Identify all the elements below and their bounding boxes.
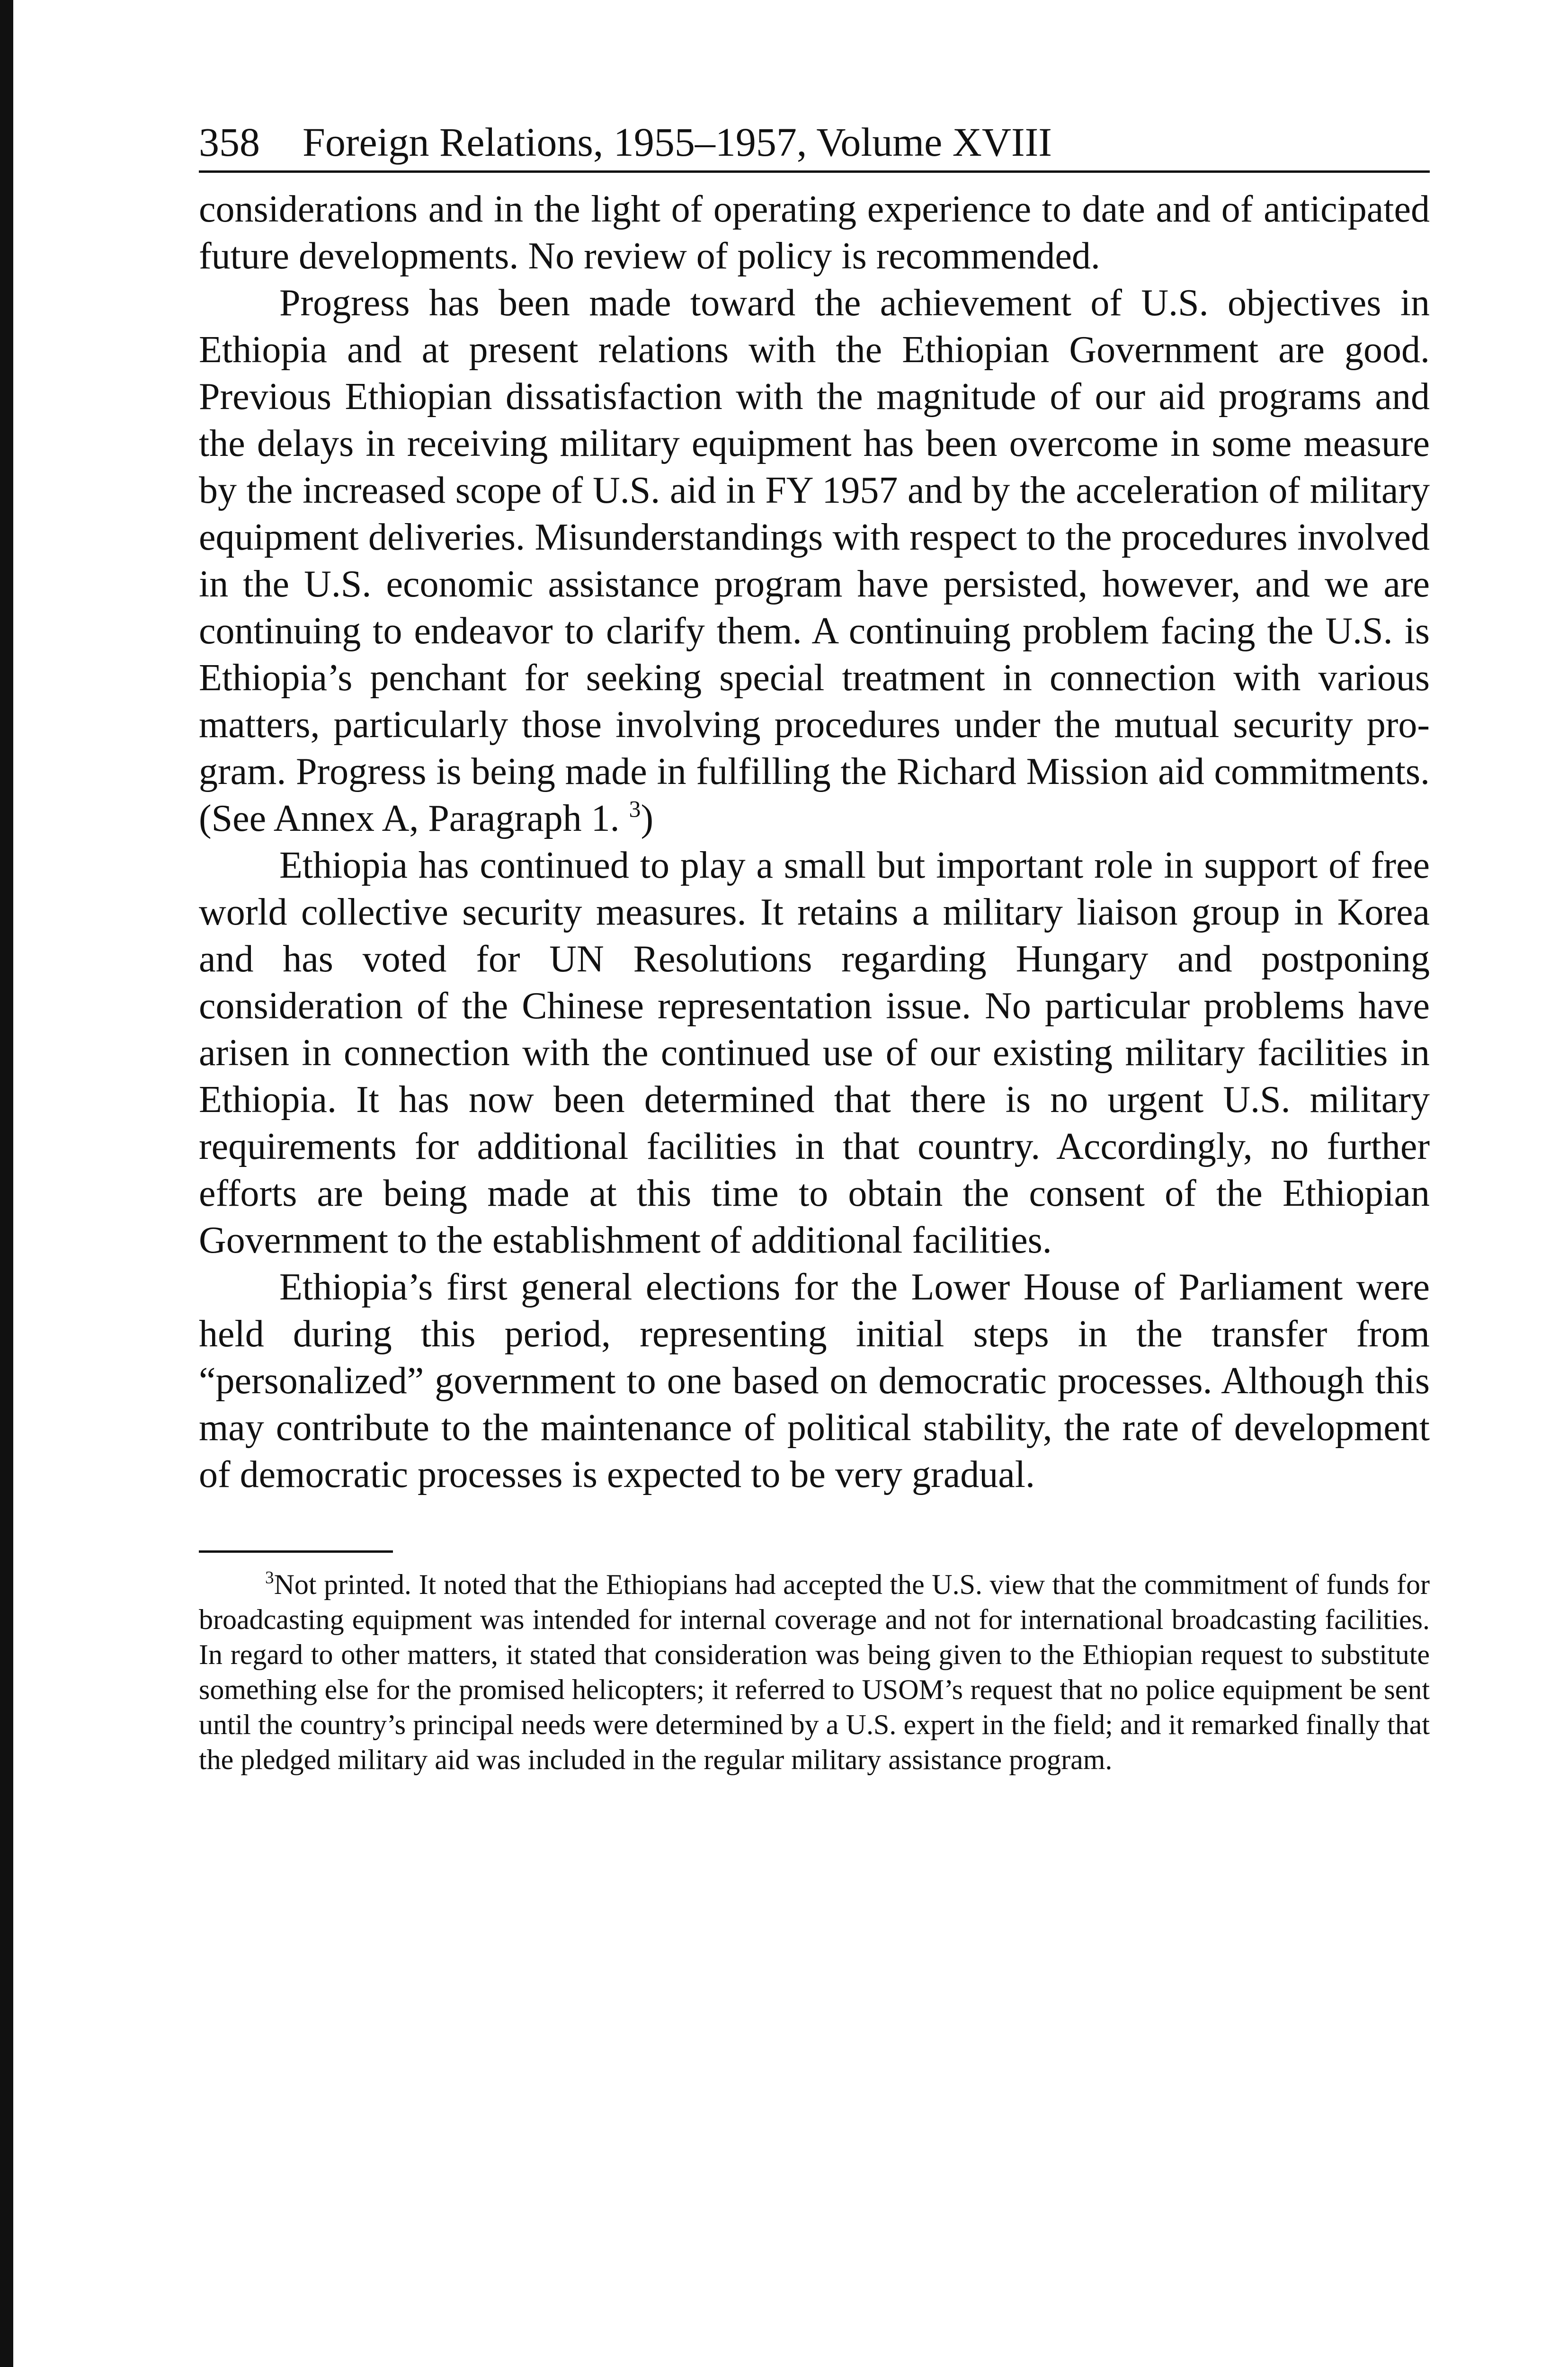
paragraph-collective-security: Ethiopia has continued to play a small but important role in support of free world collective security measures. It retains a military liaison group in Korea and has voted for UN Resolutions regarding Hungary and postponing consideration of the Chinese representation issue. No particular problems have arisen in connection with the continued use of our existing military facilities in Ethiopia. It has now been determined that there is no urgent U.S. military requirements for additional facilities in that country. Accordingly, no further efforts are being made at this time to obtain the consent of the Ethiopian Government to the establishment of additional facilities. — [199, 845, 1430, 1261]
paragraph-elections: Ethiopia’s first general elections for the Lower House of Parliament were held during this period, representing initial steps in the transfer from “personalized” government to one based on democratic processes. Although this may contribute to the maintenance of political stability, the rate of development of democratic processes is expected to be very gradual. — [199, 1266, 1430, 1495]
document-page — [199, 118, 1430, 1777]
body-text — [199, 186, 1430, 1498]
footnote-divider — [199, 1550, 393, 1553]
footnote-marker: 3 — [265, 1568, 274, 1588]
paragraph-progress-text: Progress has been made toward the achievement of U.S. objectives in Ethiopia and at present relations with the Ethiopian Government are good. Previous Ethiopian dissatisfaction with the magnitude of our aid programs and the delays in receiving military equipment has been overcome in some measure by the increased scope of U.S. aid in FY 1957 and by the acceleration of military equipment deliveries. Misunderstandings with respect to the procedures involved in the U.S. economic assistance program have persisted, however, and we are continuing to endeavor to clarify them. A continuing problem facing the U.S. is Ethiopia’s penchant for seeking special treatment in connection with various matters, particularly those involving procedures under the mutual security program. Progress is being made in fulfilling the Richard Mission aid commitments. (See Annex A, Paragraph 1. — [199, 282, 1430, 839]
page-number: 358 — [199, 119, 260, 165]
volume-title: Foreign Relations, 1955–1957, Volume XVIII — [303, 119, 1052, 165]
footnote-text: Not printed. It noted that the Ethiopians had accepted the U.S. view that the commitment of funds for broadcasting equipment was intended for internal coverage and not for international broadcasting facilities. In regard to other matters, it stated that consideration was being given to the Ethiopian request to substitute something else for the promised helicopters; it referred to USOM’s request that no police equipment be sent until the country’s principal needs were determined by a U.S. expert in the field; and it remarked finally that the pledged military aid was included in the regular military assistance program. — [199, 1569, 1430, 1775]
paragraph-progress-closing: ) — [641, 798, 654, 839]
paragraph-progress — [199, 280, 1430, 842]
running-head — [199, 118, 1430, 173]
footnote-reference: 3 — [629, 796, 641, 822]
scan-edge-shadow — [0, 0, 13, 2367]
paragraph-continuation: considerations and in the light of operating experience to date and of anticipated future developments. No review of policy is recommended. — [199, 188, 1430, 277]
footnote — [199, 1567, 1430, 1777]
